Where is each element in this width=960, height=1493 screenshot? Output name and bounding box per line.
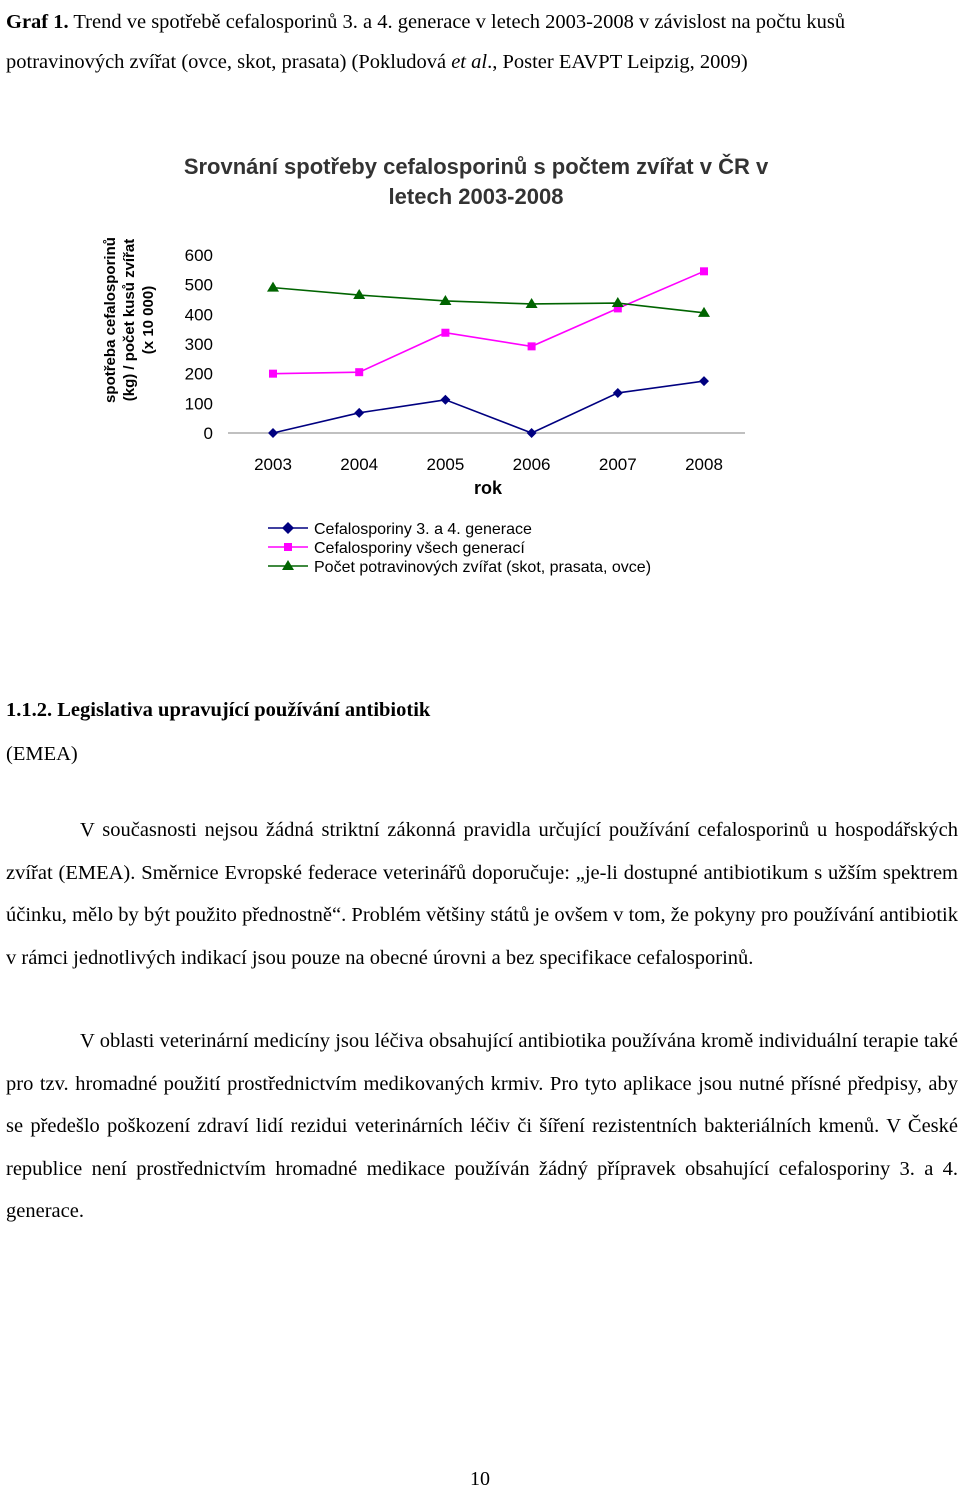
y-axis-label	[102, 237, 157, 403]
series-line	[273, 288, 704, 313]
legend-label: Cefalosporiny všech generací	[314, 540, 525, 557]
data-point-triangle	[526, 298, 538, 308]
data-point-diamond	[613, 388, 623, 398]
x-tick-labels	[254, 455, 723, 474]
paragraph-2	[6, 1020, 958, 1233]
paragraph-2-text: V oblasti veterinární medicíny jsou léčiva obsahující antibiotika používána kromě individuální terapie také pro tzv. hromadné použití prostřednictvím medikovaných krmiv. Pro tyto aplikace jsou nutné přísné předpisy, aby se předešlo poškození zdraví lidí rezidui veterinárních léčiv či šíření rezistentních bakteriálních kmenů. V České republice není prostřednictvím hromadné medikace používán žádný přípravek obsahující cefalosporiny 3. a 4. generace.	[6, 1030, 958, 1222]
series-3	[267, 282, 710, 317]
data-point-square	[700, 267, 708, 275]
y-axis-label-line2: (kg) / počet kusů zvířat	[121, 238, 138, 402]
caption-text-a: Trend ve spotřebě cefalosporinů 3. a 4. generace v letech 2003-2008 v závislost na počtu kusů potravinových zvířat (ovce, skot, prasata) (Pokludová	[6, 11, 846, 73]
legend-square-marker	[284, 543, 292, 551]
series-layer	[267, 267, 710, 438]
caption-italic: et al	[451, 51, 488, 73]
data-point-diamond	[354, 408, 364, 418]
legend-item-all-generations	[268, 540, 525, 557]
y-axis-label-line1: spotřeba cefalosporinů	[102, 237, 119, 403]
page-number: 10	[470, 1468, 490, 1490]
y-tick-label: 400	[184, 305, 213, 325]
legend-diamond-marker	[282, 522, 294, 534]
chart-title-line1: Srovnání spotřeby cefalosporinů s počtem zvířat v ČR v	[183, 154, 769, 179]
legend-label: Počet potravinových zvířat (skot, prasata, ovce)	[314, 559, 652, 576]
legend-label: Cefalosporiny 3. a 4. generace	[314, 521, 532, 538]
data-point-diamond	[699, 376, 709, 386]
y-tick-label: 100	[184, 394, 213, 414]
caption-text-b: ., Poster EAVPT Leipzig, 2009)	[487, 51, 748, 73]
caption-label: Graf 1.	[6, 11, 69, 33]
legend	[268, 521, 651, 576]
data-point-triangle	[612, 297, 624, 307]
y-tick-label: 600	[184, 246, 213, 265]
figure-caption	[6, 2, 956, 82]
data-point-square	[441, 329, 449, 337]
legend-item-animal-count	[268, 559, 651, 576]
x-tick-label: 2007	[598, 455, 637, 474]
data-point-triangle	[267, 282, 279, 292]
paragraph-1-text: V současnosti nejsou žádná striktní zákonná pravidla určující používání cefalosporinů u hospodářských zvířat (EMEA). Směrnice Evropské federace veterinářů doporučuje: „je-li dostupné antibiotikum s užším spektrem účinku, mělo by být použito přednostně“. Problém většiny států je ovšem v tom, že pokyny pro používání antibiotik v rámci jednotlivých indikací jsou pouze na obecné úrovni a bez specifikace cefalosporinů.	[6, 819, 958, 969]
data-point-square	[355, 368, 363, 376]
x-tick-label: 2006	[512, 455, 551, 474]
section-number: 1.1.2.	[6, 699, 53, 721]
series-2	[269, 267, 708, 377]
y-axis-label-line3: (x 10 000)	[140, 285, 157, 355]
y-tick-label: 300	[184, 335, 213, 354]
section-heading	[6, 688, 430, 776]
data-point-square	[269, 370, 277, 378]
y-tick-label: 500	[184, 275, 213, 295]
y-tick-label: 0	[203, 424, 213, 443]
line-chart	[0, 120, 960, 600]
x-tick-label: 2004	[340, 455, 379, 474]
series-line	[273, 381, 704, 433]
legend-triangle-marker	[282, 560, 294, 570]
x-tick-label: 2008	[685, 455, 723, 474]
section-title: Legislativa upravující používání antibiotik	[52, 699, 431, 721]
chart-title-line2: letech 2003-2008	[388, 184, 564, 209]
y-tick-label: 200	[184, 364, 213, 384]
x-axis-label: rok	[473, 478, 503, 498]
series-1	[268, 376, 709, 438]
legend-item-3-4-generation	[268, 521, 532, 538]
x-tick-label: 2005	[426, 455, 465, 474]
data-point-diamond	[527, 428, 537, 438]
data-point-diamond	[440, 395, 450, 405]
x-tick-label: 2003	[254, 455, 292, 474]
paragraph-1	[6, 809, 958, 979]
section-subtitle: (EMEA)	[6, 743, 78, 765]
data-point-diamond	[268, 428, 278, 438]
y-tick-labels	[185, 246, 213, 443]
data-point-square	[528, 342, 536, 350]
series-line	[273, 271, 704, 373]
